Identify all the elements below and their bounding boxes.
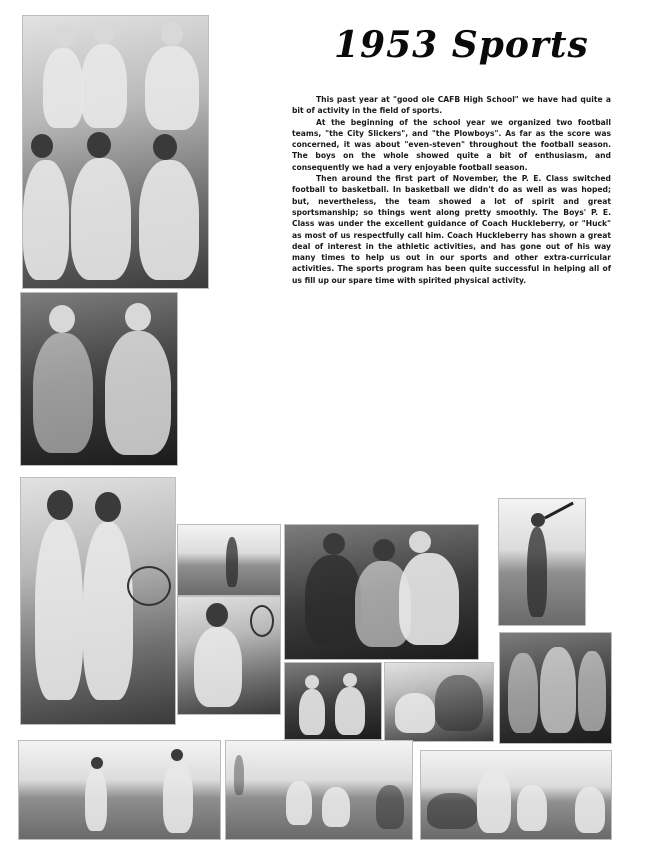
article-body [292, 94, 611, 286]
photo-tennis-solo [177, 524, 281, 596]
photo-team-group [22, 15, 209, 289]
article-paragraph-1: This past year at "good ole CAFB High School" we have had quite a bit of activity in the field of sports. [292, 95, 611, 116]
photo-girls-tennis [20, 477, 176, 725]
photo-three-sitting [284, 524, 479, 660]
article-paragraph-2: At the beginning of the school year we organized two football teams, "the City Slickers", and "the Plowboys". As far as the score was concerned, it was about "even-steven" throughout the football season. The boys on the whole showed quite a bit of enthusiasm, and consequently we had a very enjoyable football season. [292, 117, 611, 172]
photo-two-boys [20, 292, 178, 466]
photo-batter [498, 498, 586, 626]
article-paragraph-3: Then around the first part of November, the P. E. Class switched football to basketball. In basketball we didn't do as well as was hoped; but, nevertheless, the team showed a lot of spirit and great sportsmanship; so things went along pretty smoothly. The Boys' P. E. Class was under the excellent guidance of Coach Huckleberry, or "Huck" as most of us respectfully call him. Coach Huckleberry has shown a great deal of interest in the athletic activities, and has gone out of his way many times to help us out in our sports and other extra-curricular activities. The sports program has been quite successful in helping all of us fill up our spare time with spirited physical activity. [292, 174, 611, 285]
photo-two-seated [284, 662, 382, 740]
photo-field-lounging [420, 750, 612, 840]
photo-tennis-player [177, 596, 281, 715]
photo-field-two [18, 740, 221, 840]
page-title: 1953 Sports [334, 24, 589, 66]
photo-ground-play [384, 662, 494, 742]
photo-bench-group [499, 632, 612, 744]
photo-field-sitting [225, 740, 413, 840]
